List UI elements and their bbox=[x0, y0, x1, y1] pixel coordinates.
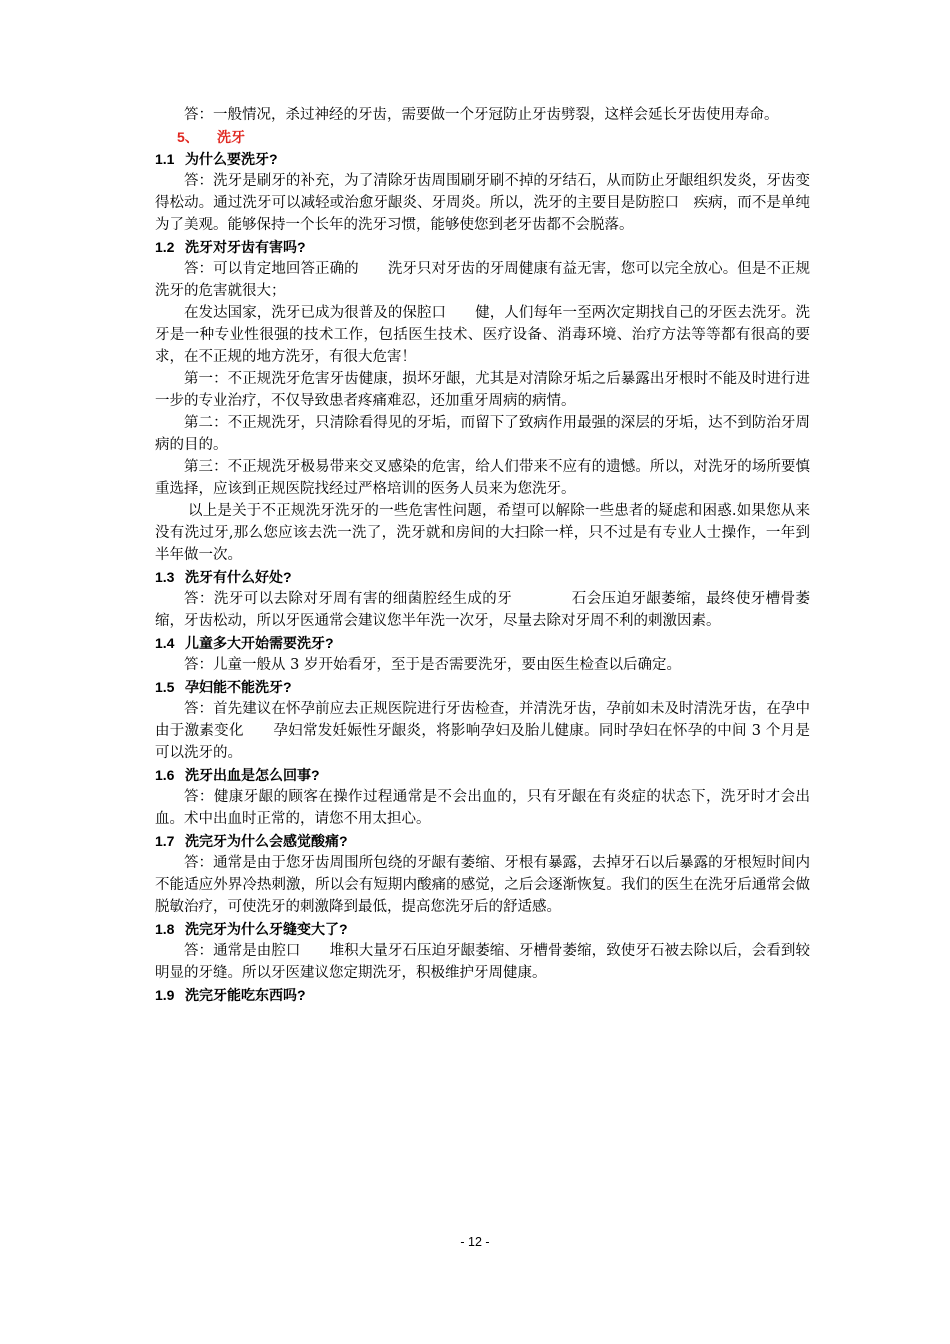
answer-paragraph: 答：通常是由于您牙齿周围所包绕的牙龈有萎缩、牙根有暴露，去掉牙石以后暴露的牙根短时间内不能适应外界冷热刺激，所以会有短期内酸痛的感觉，之后会逐渐恢复。我们的医生在洗牙后通常会做脱敏治疗，可使洗牙的刺激降到最低，提高您洗牙后的舒适感。 bbox=[155, 855, 810, 915]
section-title bbox=[155, 126, 810, 148]
question-heading bbox=[155, 764, 810, 786]
answer-paragraph: 第三：不正规洗牙极易带来交叉感染的危害，给人们带来不应有的遗憾。所以，对洗牙的场所要慎重选择，应该到正规医院找经过严格培训的医务人员来为您洗牙。 bbox=[155, 459, 810, 497]
question-number: 1.2 bbox=[155, 239, 175, 255]
answer-paragraph: 答：健康牙龈的顾客在操作过程通常是不会出血的，只有牙龈在有炎症的状态下，洗牙时才会出血。术中出血时正常的，请您不用太担心。 bbox=[155, 789, 810, 827]
section-title-text: 洗牙 bbox=[217, 129, 245, 145]
question-heading bbox=[155, 676, 810, 698]
question-number: 1.4 bbox=[155, 635, 175, 651]
question-number: 1.1 bbox=[155, 151, 175, 167]
question-title: 洗牙有什么好处? bbox=[185, 569, 292, 585]
question-heading bbox=[155, 830, 810, 852]
question-title: 儿童多大开始需要洗牙? bbox=[185, 635, 334, 651]
answer-paragraph: 第一：不正规洗牙危害牙齿健康，损坏牙龈，尤其是对清除牙垢之后暴露出牙根时不能及时进行进一步的专业治疗，不仅导致患者疼痛难忍，还加重牙周病的病情。 bbox=[155, 371, 810, 409]
answer-paragraph: 在发达国家，洗牙已成为很普及的保腔口 健，人们每年一至两次定期找自己的牙医去洗牙。洗牙是一种专业性很强的技术工作，包括医生技术、医疗设备、消毒环境、治疗方法等等都有很高的要求，在不正规的地方洗牙，有很大危害！ bbox=[155, 305, 810, 365]
question-heading bbox=[155, 632, 810, 654]
question-heading bbox=[155, 148, 810, 170]
question-title: 洗完牙能吃东西吗? bbox=[185, 987, 306, 1003]
question-title: 洗牙出血是怎么回事? bbox=[185, 767, 320, 783]
answer-paragraph: 第二：不正规洗牙，只清除看得见的牙垢，而留下了致病作用最强的深层的牙垢，达不到防治牙周病的目的。 bbox=[155, 415, 810, 453]
question-title: 洗完牙为什么会感觉酸痛? bbox=[185, 833, 348, 849]
answer-paragraph: 答：通常是由腔口 堆积大量牙石压迫牙龈萎缩、牙槽骨萎缩，致使牙石被去除以后，会看到较明显的牙缝。所以牙医建议您定期洗牙，积极维护牙周健康。 bbox=[155, 943, 810, 981]
question-number: 1.6 bbox=[155, 767, 175, 783]
question-number: 1.8 bbox=[155, 921, 175, 937]
question-heading bbox=[155, 984, 810, 1006]
intro-paragraph: 答：一般情况，杀过神经的牙齿，需要做一个牙冠防止牙齿劈裂，这样会延长牙齿使用寿命。 bbox=[184, 107, 779, 123]
question-number: 1.7 bbox=[155, 833, 175, 849]
question-title: 洗牙对牙齿有害吗? bbox=[185, 239, 306, 255]
question-heading bbox=[155, 918, 810, 940]
question-heading bbox=[155, 236, 810, 258]
question-number: 1.9 bbox=[155, 987, 175, 1003]
answer-paragraph: 答：可以肯定地回答正确的 洗牙只对牙齿的牙周健康有益无害，您可以完全放心。但是不正规洗牙的危害就很大； bbox=[155, 261, 810, 299]
page-number: - 12 - bbox=[460, 1235, 490, 1249]
section-number: 5、 bbox=[177, 129, 199, 145]
question-title: 洗完牙为什么牙缝变大了? bbox=[185, 921, 348, 937]
answer-paragraph: 答：儿童一般从 3 岁开始看牙，至于是否需要洗牙，要由医生检查以后确定。 bbox=[184, 657, 681, 673]
answer-paragraph: 答：洗牙是刷牙的补充，为了清除牙齿周围刷牙刷不掉的牙结石，从而防止牙龈组织发炎，牙齿变得松动。通过洗牙可以减轻或治愈牙龈炎、牙周炎。所以，洗牙的主要目是防腔口 疾病，而不是单纯为了美观。能够保持一个长年的洗牙习惯，能够使您到老牙齿都不会脱落。 bbox=[155, 173, 810, 233]
question-heading bbox=[155, 566, 810, 588]
document-page bbox=[155, 104, 810, 1006]
question-title: 为什么要洗牙? bbox=[185, 151, 278, 167]
answer-paragraph: 答：洗牙可以去除对牙周有害的细菌腔经生成的牙 石会压迫牙龈萎缩，最终使牙槽骨萎缩，牙齿松动，所以牙医通常会建议您半年洗一次牙，尽量去除对牙周不利的刺激因素。 bbox=[155, 591, 810, 629]
answer-paragraph: 答：首先建议在怀孕前应去正规医院进行牙齿检查，并清洗牙齿，孕前如未及时清洗牙齿，在孕中由于激素变化 孕妇常发妊娠性牙龈炎，将影响孕妇及胎儿健康。同时孕妇在怀孕的中间 3 个月是可以洗牙的。 bbox=[155, 701, 810, 761]
question-title: 孕妇能不能洗牙? bbox=[185, 679, 292, 695]
question-number: 1.3 bbox=[155, 569, 175, 585]
answer-paragraph: 以上是关于不正规洗牙洗牙的一些危害性问题，希望可以解除一些患者的疑虑和困惑.如果您从来没有洗过牙,那么您应该去洗一洗了，洗牙就和房间的大扫除一样，只不过是有专业人士操作，一年到半年做一次。 bbox=[155, 503, 810, 563]
question-number: 1.5 bbox=[155, 679, 175, 695]
